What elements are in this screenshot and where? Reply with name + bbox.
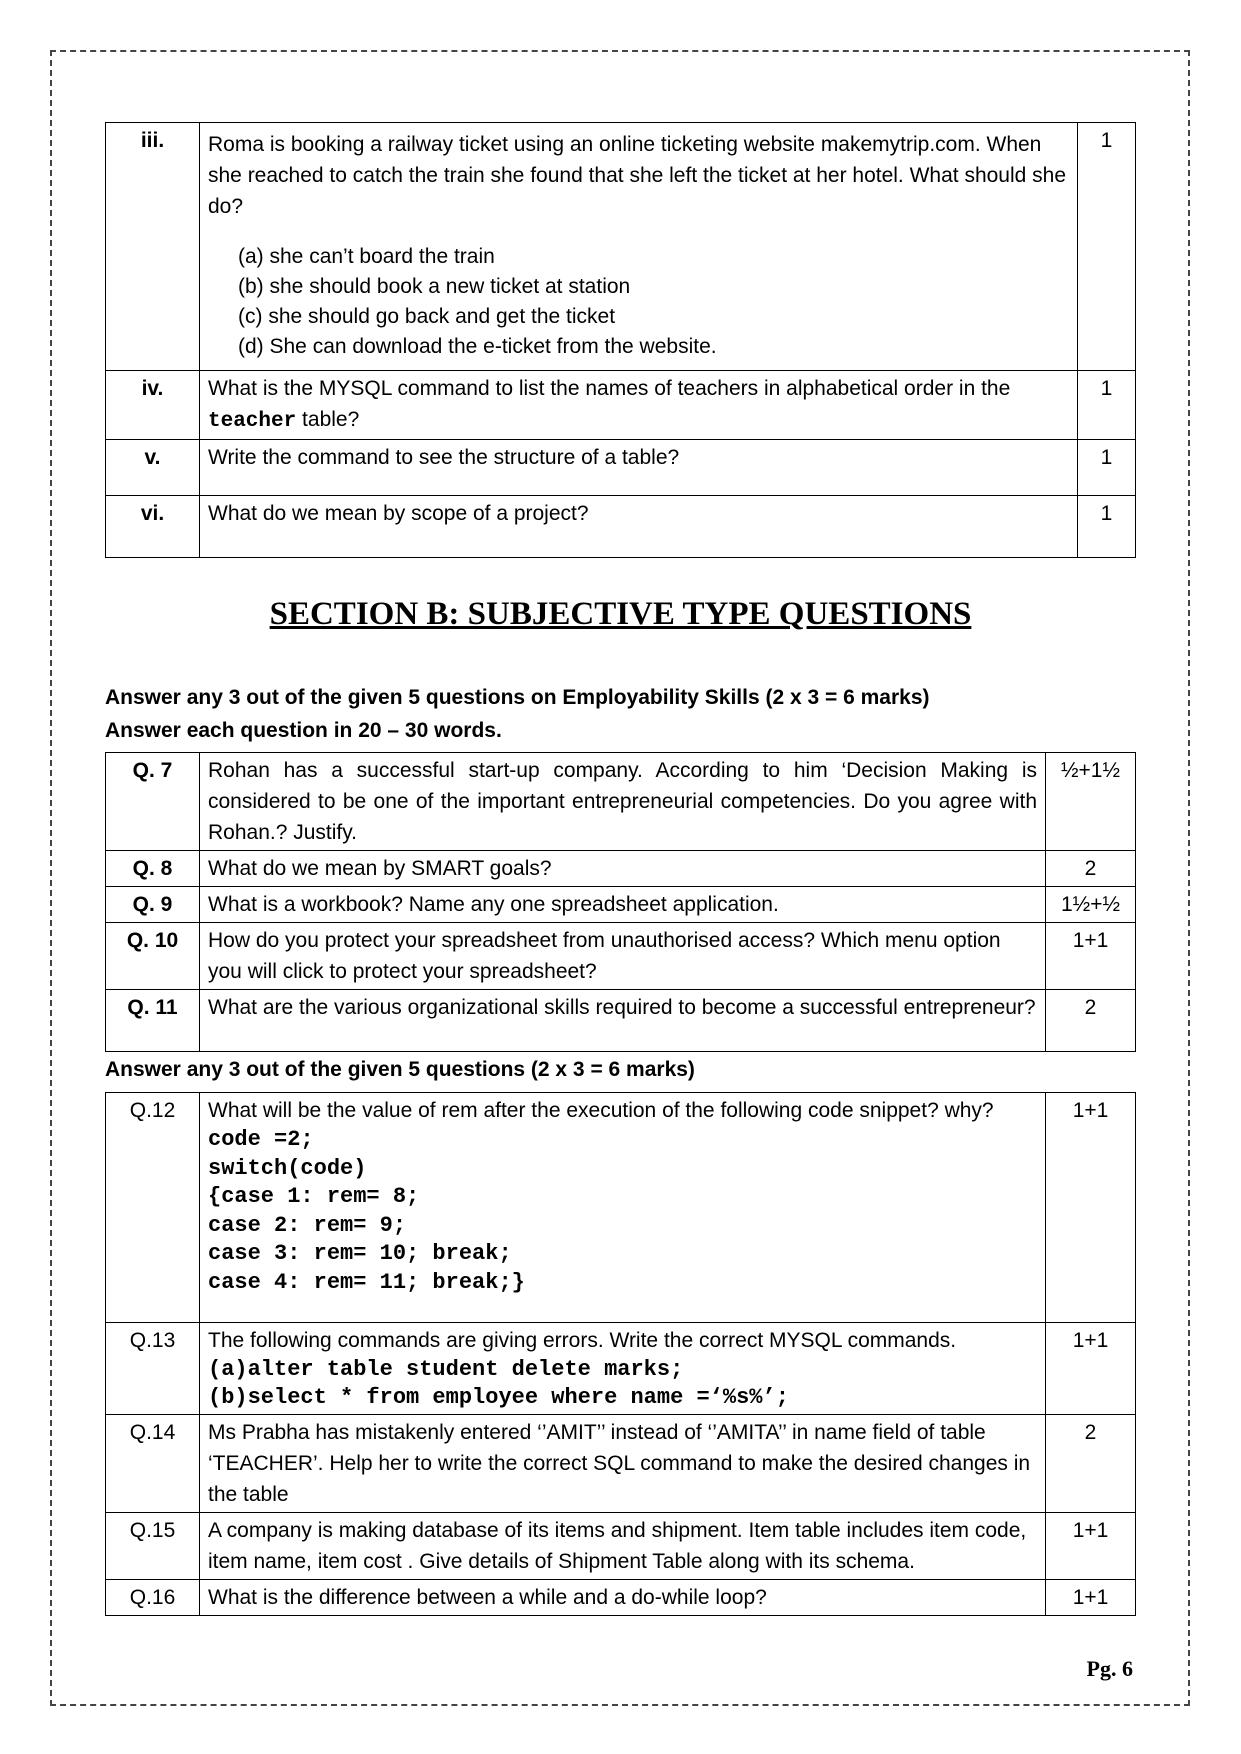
- marks: 1: [1078, 496, 1136, 558]
- question-number: Q.15: [106, 1513, 200, 1580]
- question-number: Q. 7: [106, 753, 200, 851]
- question-text: Ms Prabha has mistakenly entered ‘’AMIT’’ instead of ‘’AMITA’’ in name field of table ‘TEACHER’. Help her to write the correct SQL command to make the desired changes in the table: [200, 1415, 1046, 1513]
- question-number: iii.: [106, 123, 200, 371]
- question-text: How do you protect your spreadsheet from unauthorised access? Which menu option you will click to protect your spreadsheet?: [200, 923, 1046, 990]
- instruction: Answer any 3 out of the given 5 questions on Employability Skills (2 x 3 = 6 marks): [105, 686, 930, 709]
- question-text: Write the command to see the structure of a table?: [200, 440, 1078, 496]
- table-row: [106, 440, 1136, 496]
- table-row: [106, 1093, 1136, 1323]
- option-a: (a) she can’t board the train: [238, 245, 495, 268]
- marks: 1+1: [1046, 1580, 1136, 1616]
- question-body: What will be the value of rem after the execution of the following code snippet? why?: [208, 1099, 994, 1122]
- option-b: (b) she should book a new ticket at station: [238, 275, 631, 298]
- question-number: Q.13: [106, 1323, 200, 1415]
- question-number: Q.14: [106, 1415, 200, 1513]
- table-row: [106, 1513, 1136, 1580]
- option-d: (d) She can download the e-ticket from the website.: [238, 335, 717, 358]
- question-text: [200, 1093, 1046, 1323]
- marks: 1: [1078, 371, 1136, 440]
- employability-table: [105, 752, 1136, 1052]
- marks: 1: [1078, 440, 1136, 496]
- table-row: [106, 1580, 1136, 1616]
- question-text: [200, 371, 1078, 440]
- table-name-code: teacher: [208, 410, 297, 433]
- table-row: [106, 123, 1136, 371]
- marks: 1: [1078, 123, 1136, 371]
- instruction: Answer any 3 out of the given 5 questions (2 x 3 = 6 marks): [105, 1058, 695, 1081]
- subject-questions-table: [105, 1092, 1136, 1616]
- question-number: Q. 11: [106, 990, 200, 1052]
- question-number: Q. 9: [106, 887, 200, 923]
- page-number: Pg. 6: [1086, 1656, 1133, 1681]
- marks: 2: [1046, 990, 1136, 1052]
- question-text: What do we mean by SMART goals?: [200, 851, 1046, 887]
- question-text: [200, 123, 1078, 371]
- table-row: [106, 923, 1136, 990]
- question-text: What do we mean by scope of a project?: [200, 496, 1078, 558]
- question-body: Roma is booking a railway ticket using an online ticketing website makemytrip.com. When she reached to catch the train she found that she left the ticket at her hotel. What should she do?: [208, 133, 1067, 218]
- table-row: [106, 371, 1136, 440]
- question-text-part: table?: [296, 408, 360, 431]
- table-row: [106, 851, 1136, 887]
- question-number: vi.: [106, 496, 200, 558]
- question-text: What is the difference between a while and a do-while loop?: [200, 1580, 1046, 1616]
- table-row: [106, 990, 1136, 1052]
- section-a-table: [105, 122, 1136, 558]
- question-text: Rohan has a successful start-up company. According to him ‘Decision Making is considered to be one of the important entrepreneurial competencies. Do you agree with Rohan.? Justify.: [200, 753, 1046, 851]
- options-list: [238, 242, 1069, 362]
- table-row: [106, 753, 1136, 851]
- marks: 1+1: [1046, 1323, 1136, 1415]
- table-row: [106, 1415, 1136, 1513]
- marks: 1+1: [1046, 923, 1136, 990]
- question-text: What are the various organizational skills required to become a successful entrepreneur?: [200, 990, 1046, 1052]
- table-row: [106, 887, 1136, 923]
- table-row: [106, 496, 1136, 558]
- section-title: SECTION B: SUBJECTIVE TYPE QUESTIONS: [269, 596, 972, 632]
- question-number: Q.12: [106, 1093, 200, 1323]
- question-number: iv.: [106, 371, 200, 440]
- table-row: [106, 1323, 1136, 1415]
- marks: 2: [1046, 1415, 1136, 1513]
- question-text: A company is making database of its items and shipment. Item table includes item code, item name, item cost . Give details of Shipment Table along with its schema.: [200, 1513, 1046, 1580]
- marks: 1½+½: [1046, 887, 1136, 923]
- instruction: Answer each question in 20 – 30 words.: [105, 719, 502, 742]
- question-text: What is a workbook? Name any one spreadsheet application.: [200, 887, 1046, 923]
- code-snippet: (a)alter table student delete marks; (b)select * from employee where name =‘%s%’;: [208, 1357, 789, 1410]
- marks: 1+1: [1046, 1093, 1136, 1323]
- marks: ½+1½: [1046, 753, 1136, 851]
- question-text: [200, 1323, 1046, 1415]
- question-number: Q.16: [106, 1580, 200, 1616]
- question-number: Q. 8: [106, 851, 200, 887]
- marks: 2: [1046, 851, 1136, 887]
- question-number: v.: [106, 440, 200, 496]
- question-text-part: What is the MYSQL command to list the names of teachers in alphabetical order in the: [208, 377, 1011, 400]
- marks: 1+1: [1046, 1513, 1136, 1580]
- question-number: Q. 10: [106, 923, 200, 990]
- code-snippet: code =2; switch(code) {case 1: rem= 8; case 2: rem= 9; case 3: rem= 10; break; case 4: rem= 11; break;}: [208, 1127, 525, 1295]
- question-body: The following commands are giving errors. Write the correct MYSQL commands.: [208, 1329, 957, 1352]
- option-c: (c) she should go back and get the ticket: [238, 305, 616, 328]
